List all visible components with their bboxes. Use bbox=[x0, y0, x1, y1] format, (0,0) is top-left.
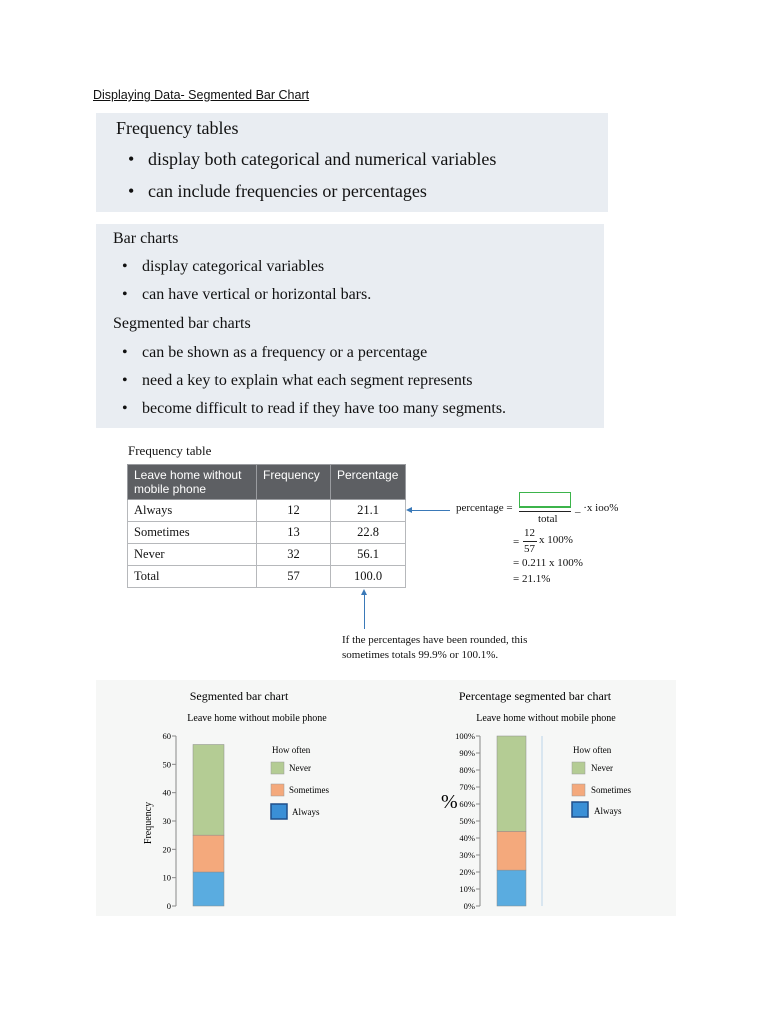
y-tick-label: 30% bbox=[459, 850, 475, 860]
formula-lhs: percentage = bbox=[456, 502, 513, 514]
legend-label-sometimes: Sometimes bbox=[591, 785, 631, 795]
chart-title: Segmented bar chart bbox=[189, 689, 289, 703]
y-tick-label: 50 bbox=[162, 759, 171, 770]
table-cell: 32 bbox=[257, 544, 331, 566]
legend-swatch-never bbox=[572, 762, 585, 774]
bar-segments bbox=[193, 745, 224, 907]
numerator-highlight-box bbox=[519, 492, 571, 508]
y-tick-label: 80% bbox=[459, 765, 475, 775]
y-tick-label: 50% bbox=[459, 816, 475, 826]
table-cell: Always bbox=[128, 500, 257, 522]
legend-label-always: Always bbox=[594, 806, 622, 816]
table-cell: 21.1 bbox=[331, 500, 406, 522]
chart-subtitle: Leave home without mobile phone bbox=[476, 713, 616, 724]
panel-heading: Bar charts bbox=[113, 230, 179, 247]
table-row bbox=[128, 544, 406, 566]
table-row bbox=[128, 500, 406, 522]
y-tick-label: 30 bbox=[162, 816, 171, 826]
frequency-table bbox=[127, 464, 406, 588]
bullet-item bbox=[122, 286, 372, 304]
fraction-bar bbox=[523, 541, 537, 542]
rounding-note-line: sometimes totals 99.9% or 100.1%. bbox=[342, 649, 499, 661]
panel-heading: Segmented bar charts bbox=[113, 315, 251, 332]
table-cell: 13 bbox=[257, 522, 331, 544]
document-title: Displaying Data- Segmented Bar Chart bbox=[93, 88, 310, 102]
bullet-item bbox=[122, 344, 428, 362]
formula-times: _ ·x ioo% bbox=[575, 502, 619, 514]
y-tick-label: 10% bbox=[459, 884, 475, 894]
y-tick-group bbox=[455, 731, 480, 911]
y-tick-label: 0 bbox=[166, 901, 171, 911]
fraction-bar bbox=[519, 511, 571, 512]
bullet-dot: • bbox=[128, 181, 135, 201]
arrow-left-icon bbox=[412, 510, 450, 511]
legend-swatch-sometimes bbox=[572, 784, 585, 796]
legend-swatch-never bbox=[271, 762, 284, 774]
bar-segments bbox=[497, 736, 526, 906]
formula-step2: = 0.211 x 100% bbox=[513, 557, 583, 569]
bullet-text: display both categorical and numerical variables bbox=[148, 149, 497, 169]
table-row bbox=[128, 522, 406, 544]
bullet-dot: • bbox=[122, 286, 128, 303]
formula-step1-rest: x 100% bbox=[539, 534, 573, 546]
legend-title: How often bbox=[272, 745, 311, 755]
column-header: Percentage bbox=[331, 465, 406, 500]
legend-swatch-always bbox=[572, 802, 588, 817]
legend-label-always: Always bbox=[292, 807, 320, 817]
table-cell: Sometimes bbox=[128, 522, 257, 544]
formula-step1-denominator: 57 bbox=[524, 543, 535, 555]
bullet-text: need a key to explain what each segment represents bbox=[142, 372, 473, 389]
bullet-item bbox=[122, 258, 325, 276]
y-tick-label: 20 bbox=[162, 844, 171, 855]
y-tick-label: 60 bbox=[162, 731, 171, 741]
table-row bbox=[128, 566, 406, 588]
column-header: Leave home without mobile phone bbox=[128, 465, 257, 500]
arrow-up-icon bbox=[364, 595, 365, 629]
bullet-dot: • bbox=[122, 400, 128, 417]
y-tick-label: 90% bbox=[459, 748, 475, 758]
bullet-text: display categorical variables bbox=[142, 258, 325, 275]
y-tick-label: 20% bbox=[459, 867, 475, 877]
handwritten-percent-label: % bbox=[441, 791, 458, 813]
table-cell: 22.8 bbox=[331, 522, 406, 544]
legend-title: How often bbox=[573, 745, 612, 755]
bar-segment-sometimes bbox=[497, 831, 526, 870]
table-header-row bbox=[128, 465, 406, 500]
bullet-item bbox=[122, 372, 473, 390]
chart-subtitle: Leave home without mobile phone bbox=[187, 713, 327, 724]
bullet-dot: • bbox=[122, 372, 128, 389]
bar-segment-always bbox=[497, 870, 526, 906]
legend-label-never: Never bbox=[289, 763, 311, 773]
table-cell: 57 bbox=[257, 566, 331, 588]
y-tick-label: 70% bbox=[459, 782, 475, 792]
formula-step3: = 21.1% bbox=[513, 573, 551, 585]
bullet-item bbox=[122, 400, 507, 418]
table-cell: Total bbox=[128, 566, 257, 588]
bullet-dot: • bbox=[128, 149, 135, 169]
formula-step1-equals: = bbox=[513, 536, 520, 548]
bullet-item bbox=[128, 149, 497, 170]
charts-area bbox=[96, 680, 676, 916]
segmented-bar-chart bbox=[143, 689, 329, 911]
bullet-text: become difficult to read if they have too many segments. bbox=[142, 400, 507, 417]
y-tick-label: 10 bbox=[162, 872, 171, 883]
bar-segment-never bbox=[497, 736, 526, 831]
bar-segment-sometimes bbox=[193, 835, 224, 872]
y-axis-label: Frequency bbox=[143, 801, 154, 845]
y-tick-label: 60% bbox=[459, 799, 475, 809]
bar-segment-never bbox=[193, 745, 224, 836]
y-tick-group bbox=[163, 731, 177, 911]
bullet-dot: • bbox=[122, 344, 128, 361]
bullet-item bbox=[128, 181, 427, 202]
bar-charts-panel bbox=[96, 224, 604, 428]
table-caption: Frequency table bbox=[128, 443, 212, 458]
table-cell: 12 bbox=[257, 500, 331, 522]
column-header: Frequency bbox=[257, 465, 331, 500]
bullet-text: can be shown as a frequency or a percentage bbox=[142, 344, 428, 361]
charts-svg bbox=[96, 680, 676, 916]
bar-segment-always bbox=[193, 872, 224, 906]
y-tick-label: 0% bbox=[463, 901, 475, 911]
formula-step1-numerator: 12 bbox=[524, 527, 535, 539]
rounding-note-line: If the percentages have been rounded, this bbox=[342, 634, 528, 646]
bullet-text: can have vertical or horizontal bars. bbox=[142, 286, 372, 303]
panel-heading: Frequency tables bbox=[116, 118, 239, 138]
table-cell: Never bbox=[128, 544, 257, 566]
bullet-dot: • bbox=[122, 258, 128, 275]
percentage-segmented-bar-chart bbox=[441, 689, 631, 911]
frequency-tables-panel bbox=[96, 113, 608, 212]
bullet-text: can include frequencies or percentages bbox=[148, 181, 427, 201]
y-tick-label: 40% bbox=[459, 833, 475, 843]
table-cell: 100.0 bbox=[331, 566, 406, 588]
legend-label-sometimes: Sometimes bbox=[289, 785, 329, 795]
formula-denominator: total bbox=[538, 513, 558, 525]
chart-title: Percentage segmented bar chart bbox=[458, 689, 612, 703]
table-cell: 56.1 bbox=[331, 544, 406, 566]
legend-swatch-sometimes bbox=[271, 784, 284, 796]
y-tick-label: 40 bbox=[162, 787, 171, 798]
y-tick-label: 100% bbox=[455, 731, 475, 741]
legend-label-never: Never bbox=[591, 763, 613, 773]
legend-swatch-always bbox=[271, 804, 287, 819]
